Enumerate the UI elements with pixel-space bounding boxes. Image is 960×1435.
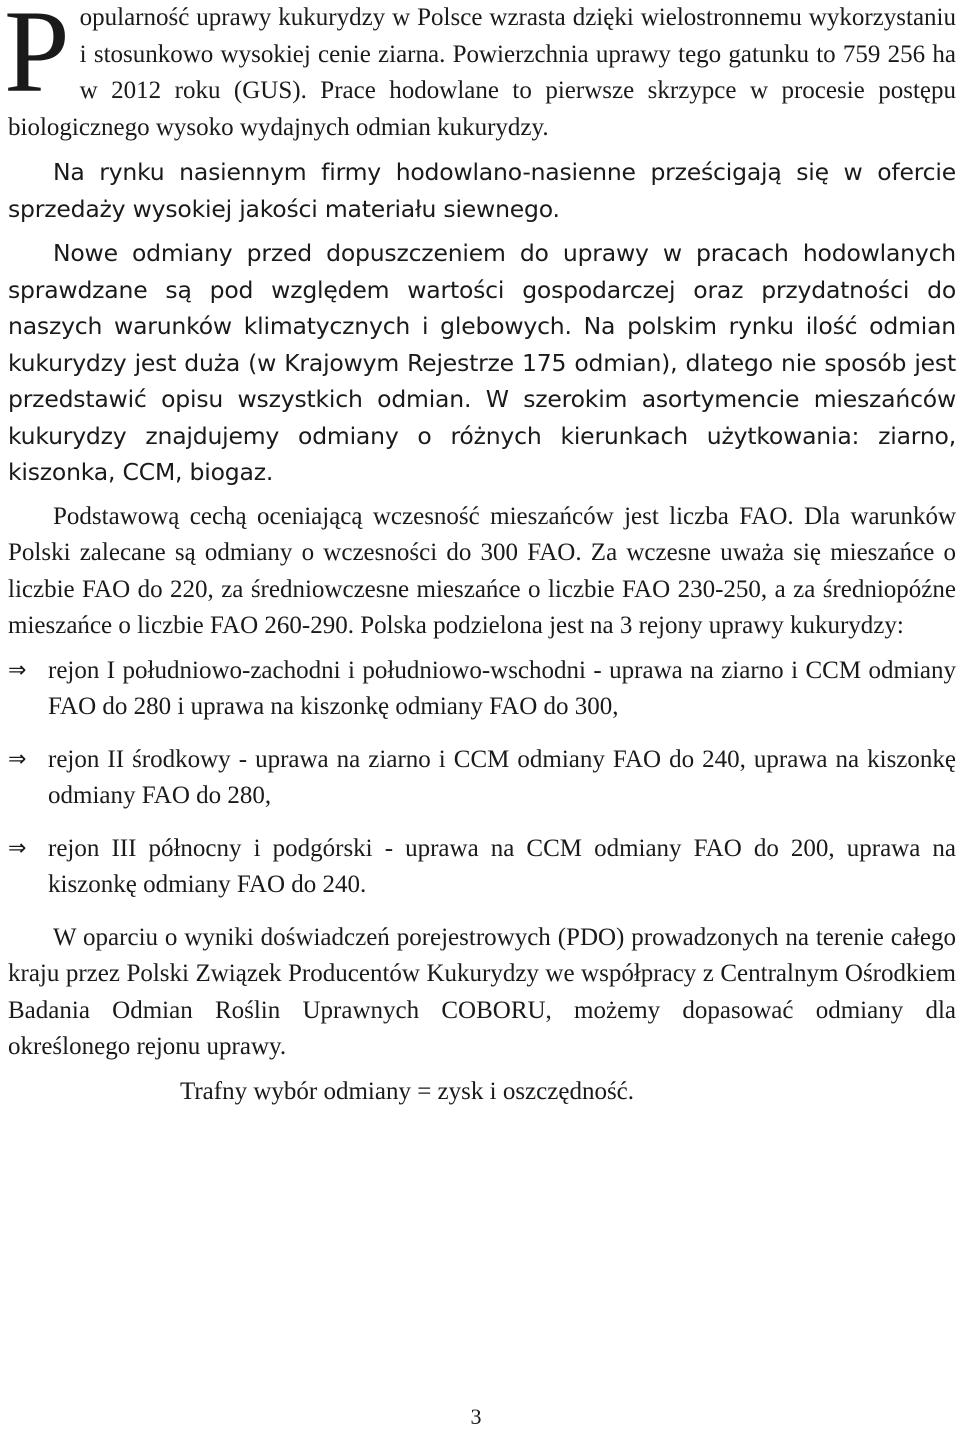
- intro-paragraph: [4, 0, 956, 146]
- region-text: rejon II środkowy - uprawa na ziarno i CCM odmiany FAO do 240, uprawa na kiszonkę odmiany FAO do 280,: [48, 745, 956, 809]
- double-arrow-right-icon: ⇒: [8, 657, 27, 683]
- document-page: [4, 0, 956, 1435]
- region-text: rejon I południowo-zachodni i południowo-wschodni - uprawa na ziarno i CCM odmiany FAO do 280 i uprawa na kiszonkę odmiany FAO do 300,: [48, 656, 956, 720]
- motto: Trafny wybór odmiany = zysk i oszczędność.: [179, 1077, 635, 1105]
- list-item: [8, 653, 956, 726]
- market-paragraph: Na rynku nasiennym firmy hodowlano-nasienne prześcigają się w ofercie sprzedaży wysokiej jakości materiału siewnego.: [8, 158, 956, 223]
- double-arrow-right-icon: ⇒: [8, 746, 27, 772]
- pdo-paragraph: W oparciu o wyniki doświadczeń porejestrowych (PDO) prowadzonych na terenie całego kraju przez Polski Związek Producentów Kukurydzy we współpracy z Centralnym Ośrodkiem Badania Odmian Roślin Uprawnych COBORU, możemy dopasować odmiany dla określonego rejonu uprawy.: [8, 923, 956, 1060]
- intro-text: opularność uprawy kukurydzy w Polsce wzrasta dzięki wielostronnemu wykorzystaniu i stosunkowo wysokiej cenie ziarna. Powierzchnia uprawy tego gatunku to 759 256 ha w 2012 roku (GUS). Prace hodowlane to pierwsze skrzypce w procesie postępu biologicznego wysoko wydajnych odmian kukurydzy.: [8, 4, 956, 141]
- new-varieties-paragraph: Nowe odmiany przed dopuszczeniem do uprawy w pracach hodowlanych sprawdzane są pod względem wartości gospodarczej oraz przydatności do naszych warunków klimatycznych i glebowych. Na polskim rynku ilość odmian kukurydzy jest duża (w Krajowym Rejestrze 175 odmian), dlatego nie sposób jest przedstawić opisu wszystkich odmian. W szerokim asortymencie mieszańców kukurydzy znajdujemy odmiany o różnych kierunkach użytkowania: ziarno, kiszonka, CCM, biogaz.: [8, 239, 956, 486]
- list-item: [8, 742, 956, 815]
- list-item: [8, 831, 956, 904]
- drop-cap: P: [4, 0, 70, 117]
- region-text: rejon III północny i podgórski - uprawa na CCM odmiany FAO do 200, uprawa na kiszonkę odmiany FAO do 240.: [48, 834, 956, 898]
- page-number: 3: [470, 1404, 482, 1429]
- double-arrow-right-icon: ⇒: [8, 835, 27, 861]
- fao-paragraph: Podstawową cechą oceniającą wczesność mieszańców jest liczba FAO. Dla warunków Polski zalecane są odmiany o wczesności do 300 FAO. Za wczesne uważa się mieszańce o liczbie FAO do 220, za średniowczesne mieszańce o liczbie FAO 230-250, a za średniopóźne mieszańce o liczbie FAO 260-290. Polska podzielona jest na 3 rejony uprawy kukurydzy:: [8, 502, 956, 639]
- regions-list: [8, 653, 956, 904]
